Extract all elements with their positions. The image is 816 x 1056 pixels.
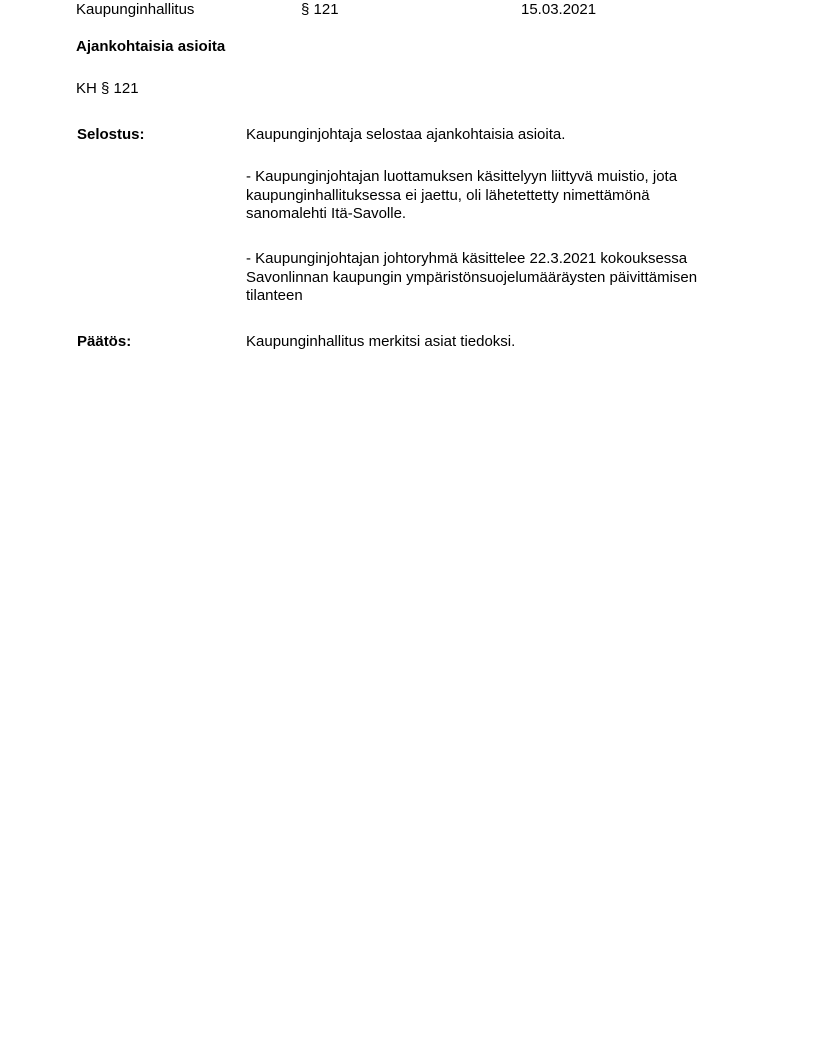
paragraph-line: - Kaupunginjohtajan luottamuksen käsittelyyn liittyvä muistio, jota	[246, 168, 678, 185]
selostus-paragraph-1	[246, 126, 746, 145]
paragraph-line: Kaupunginjohtaja selostaa ajankohtaisia asioita.	[246, 126, 566, 143]
paragraph-line: kaupunginhallituksessa ei jaettu, oli lähetettetty nimettämönä	[246, 186, 650, 204]
paragraph-line: Savonlinnan kaupungin ympäristönsuojelumääräysten päivittämisen	[246, 268, 698, 286]
selostus-paragraph-3	[246, 250, 746, 306]
paragraph-line: - Kaupunginjohtajan johtoryhmä käsittelee 22.3.2021 kokouksessa	[246, 250, 688, 267]
selostus-label: Selostus:	[77, 126, 145, 143]
document-title: Ajankohtaisia asioita	[76, 38, 226, 55]
header-section-number: § 121	[301, 1, 339, 18]
document-reference: KH § 121	[76, 80, 139, 97]
paragraph-line: sanomalehti Itä-Savolle.	[246, 205, 407, 222]
paatos-label: Päätös:	[77, 333, 132, 350]
selostus-paragraph-2	[246, 168, 746, 224]
header-date: 15.03.2021	[521, 1, 597, 18]
paatos-text: Kaupunginhallitus merkitsi asiat tiedoksi.	[246, 333, 516, 350]
paragraph-line: tilanteen	[246, 287, 303, 304]
header-organization: Kaupunginhallitus	[76, 1, 195, 18]
